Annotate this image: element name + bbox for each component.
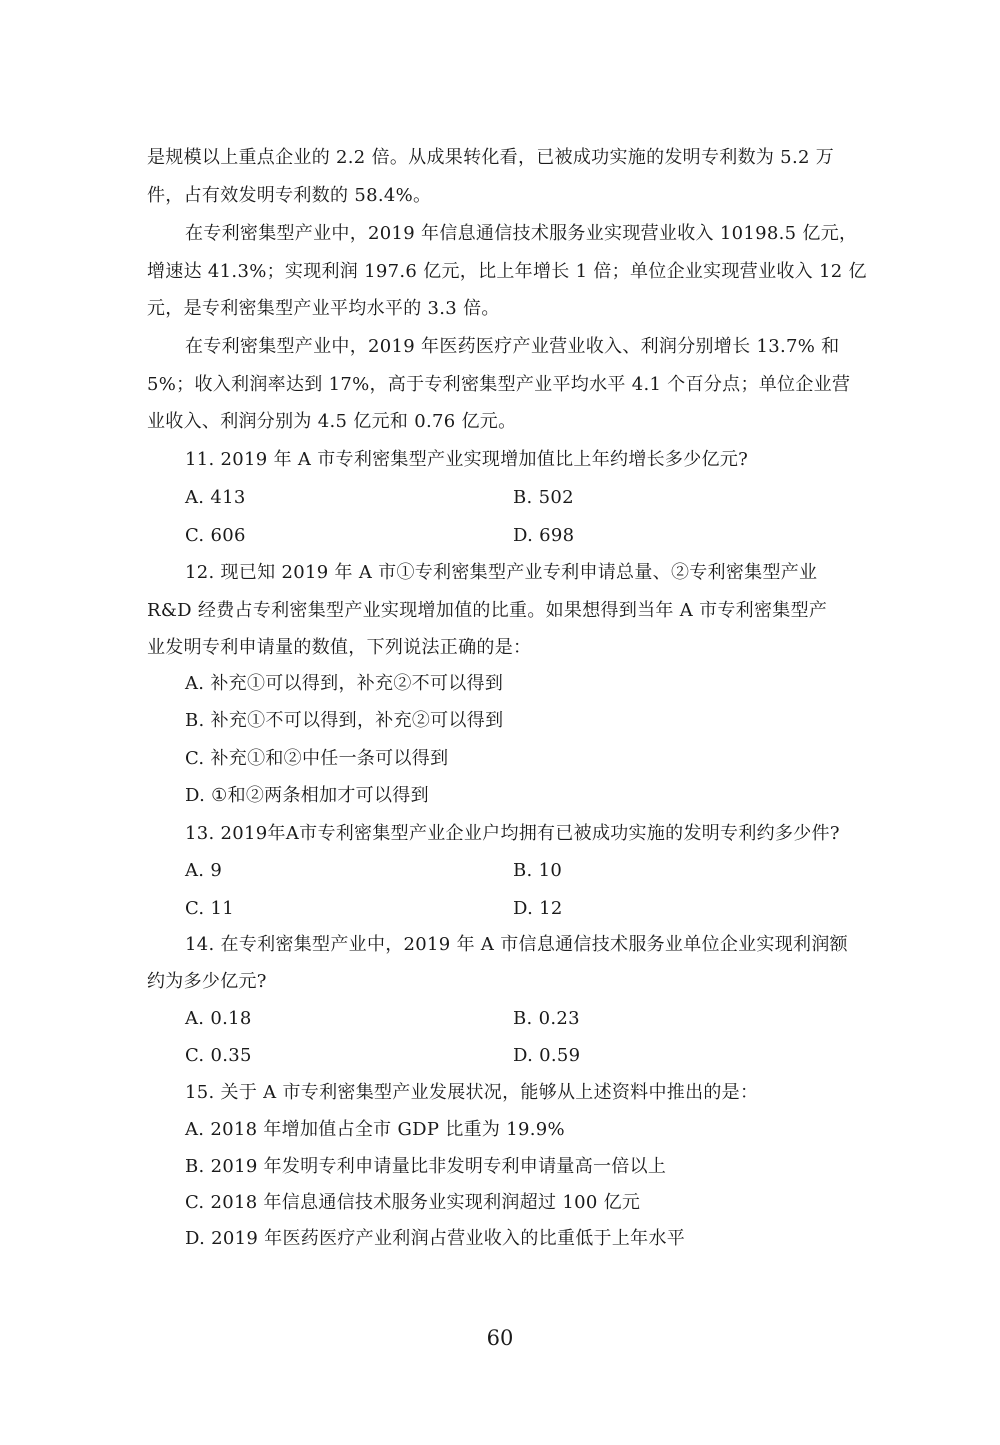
question-11-option-c: C. 606 xyxy=(185,525,246,546)
question-11-option-b: B. 502 xyxy=(513,487,574,508)
question-14-option-b: B. 0.23 xyxy=(513,1008,580,1029)
question-11-option-a: A. 413 xyxy=(185,487,246,508)
question-15-option-a: A. 2018 年增加值占全市 GDP 比重为 19.9% xyxy=(185,1119,565,1140)
paragraph-2-line-1: 在专利密集型产业中，2019 年信息通信技术服务业实现营业收入 10198.5 亿元， xyxy=(185,223,858,244)
paragraph-2-line-3: 元，是专利密集型产业平均水平的 3.3 倍。 xyxy=(147,298,500,319)
paragraph-1-line-2: 件，占有效发明专利数的 58.4%。 xyxy=(147,185,432,206)
question-14-option-d: D. 0.59 xyxy=(513,1045,581,1066)
paragraph-3-line-2: 5%；收入利润率达到 17%，高于专利密集型产业平均水平 4.1 个百分点；单位企业营 xyxy=(147,374,851,395)
question-12-stem-line-2: R&D 经费占专利密集型产业实现增加值的比重。如果想得到当年 A 市专利密集型产 xyxy=(147,600,828,621)
question-12-stem-line-1: 12. 现已知 2019 年 A 市①专利密集型产业专利申请总量、②专利密集型产业 xyxy=(185,562,818,583)
question-13-stem: 13. 2019年A市专利密集型产业企业户均拥有已被成功实施的发明专利约多少件? xyxy=(185,823,840,844)
paragraph-2-line-2: 增速达 41.3%；实现利润 197.6 亿元，比上年增长 1 倍；单位企业实现营业收入 12 亿 xyxy=(147,261,867,282)
question-13-option-d: D. 12 xyxy=(513,898,563,919)
question-14-option-a: A. 0.18 xyxy=(185,1008,252,1029)
question-13-option-c: C. 11 xyxy=(185,898,234,919)
question-14-option-c: C. 0.35 xyxy=(185,1045,252,1066)
question-12-option-c: C. 补充①和②中任一条可以得到 xyxy=(185,748,449,769)
question-12-stem-line-3: 业发明专利申请量的数值，下列说法正确的是： xyxy=(147,637,532,658)
question-13-option-a: A. 9 xyxy=(185,860,223,881)
question-14-stem-line-2: 约为多少亿元? xyxy=(147,971,267,992)
page-number: 60 xyxy=(486,1326,514,1350)
question-15-option-d: D. 2019 年医药医疗产业利润占营业收入的比重低于上年水平 xyxy=(185,1228,686,1249)
paragraph-3-line-3: 业收入、利润分别为 4.5 亿元和 0.76 亿元。 xyxy=(147,411,517,432)
question-15-stem: 15. 关于 A 市专利密集型产业发展状况，能够从上述资料中推出的是： xyxy=(185,1082,759,1103)
question-12-option-d: D. ①和②两条相加才可以得到 xyxy=(185,785,429,806)
question-15-option-b: B. 2019 年发明专利申请量比非发明专利申请量高一倍以上 xyxy=(185,1156,667,1177)
question-15-option-c: C. 2018 年信息通信技术服务业实现利润超过 100 亿元 xyxy=(185,1192,641,1213)
question-13-option-b: B. 10 xyxy=(513,860,563,881)
question-14-stem-line-1: 14. 在专利密集型产业中，2019 年 A 市信息通信技术服务业单位企业实现利润额 xyxy=(185,934,848,955)
paragraph-3-line-1: 在专利密集型产业中，2019 年医药医疗产业营业收入、利润分别增长 13.7% 和 xyxy=(185,336,840,357)
paragraph-1-line-1: 是规模以上重点企业的 2.2 倍。从成果转化看，已被成功实施的发明专利数为 5.2 万 xyxy=(147,147,835,168)
question-12-option-a: A. 补充①可以得到，补充②不可以得到 xyxy=(185,673,504,694)
question-12-option-b: B. 补充①不可以得到，补充②可以得到 xyxy=(185,710,504,731)
question-11-option-d: D. 698 xyxy=(513,525,575,546)
question-11-stem: 11. 2019 年 A 市专利密集型产业实现增加值比上年约增长多少亿元? xyxy=(185,449,749,470)
